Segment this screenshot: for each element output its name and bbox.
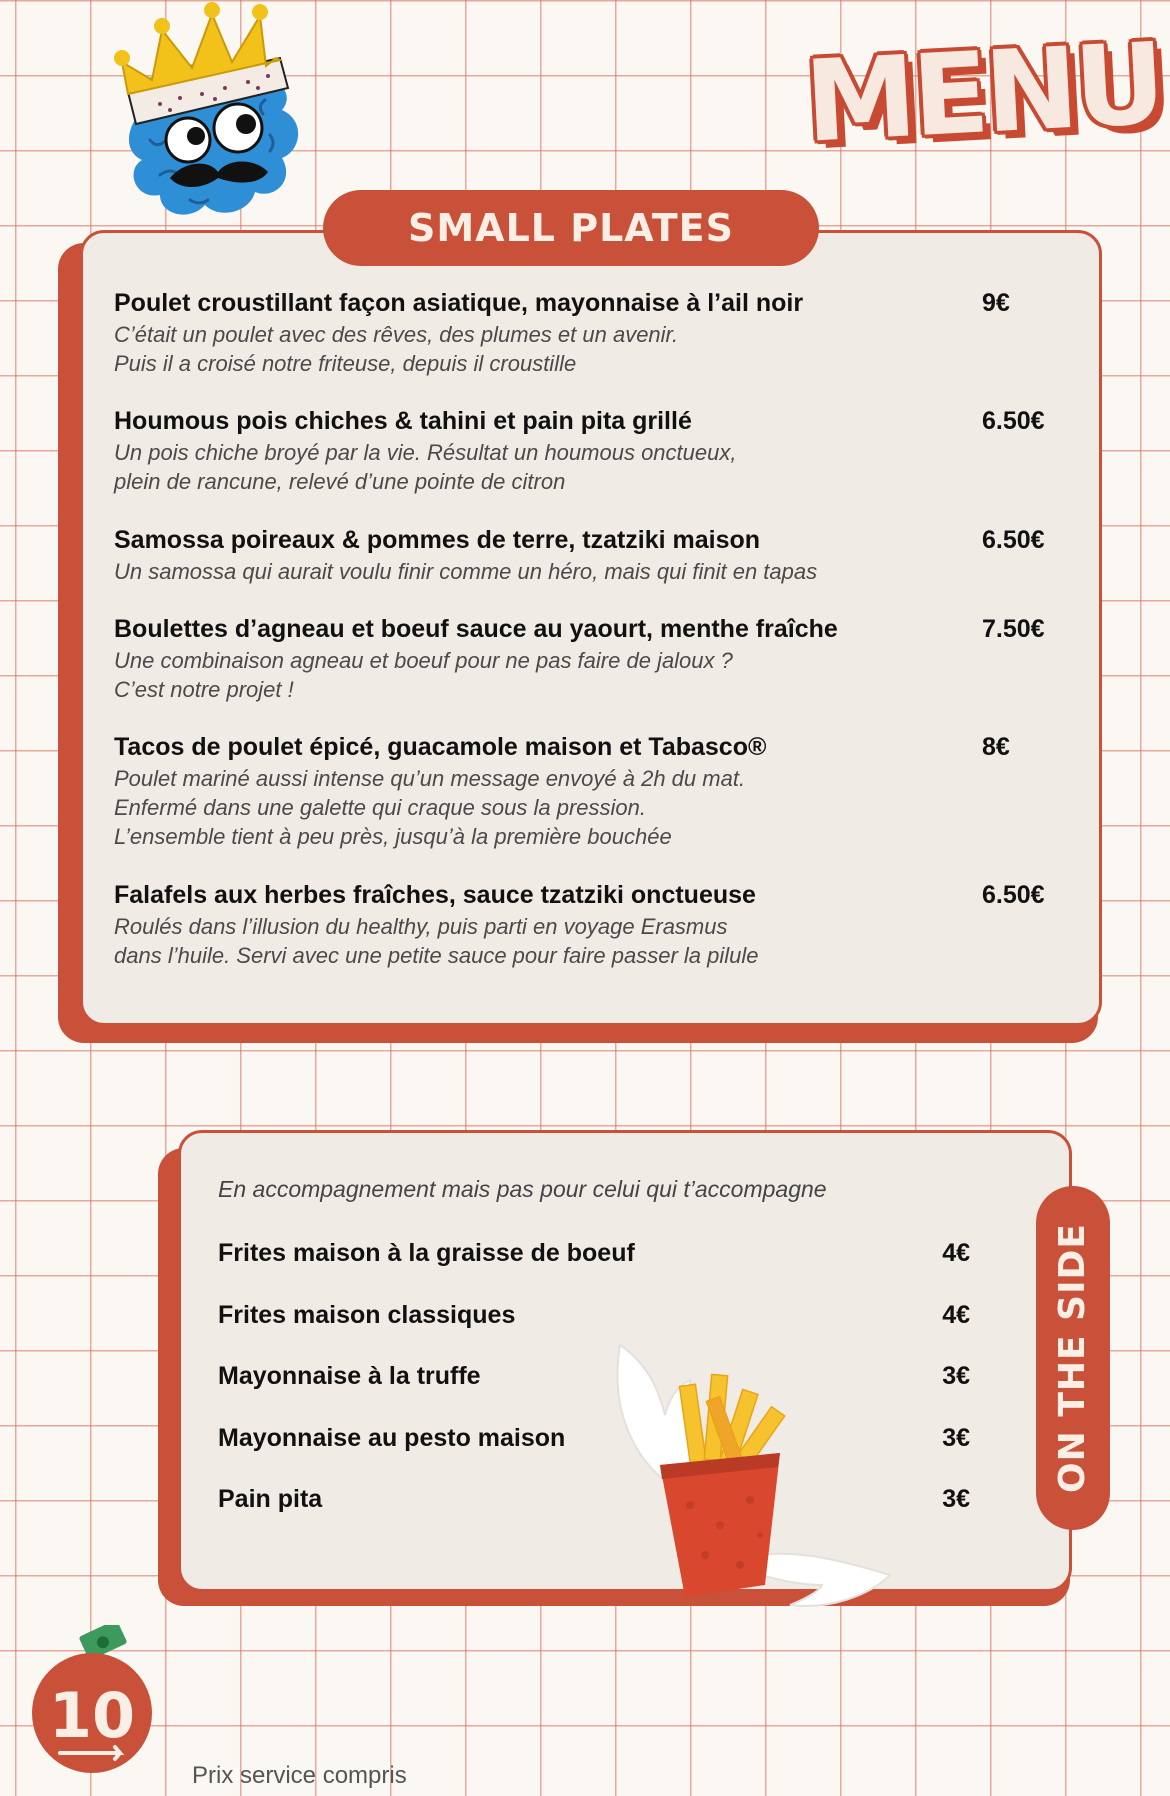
dish-price: 8€	[982, 733, 1010, 761]
dish-price: 6.50€	[982, 407, 1045, 435]
ten-euro-badge-icon	[20, 1625, 170, 1775]
side-item	[218, 1299, 970, 1331]
side-item-price: 3€	[942, 1424, 970, 1452]
dish-price: 6.50€	[982, 881, 1045, 909]
on-the-side-heading	[1036, 1186, 1110, 1530]
dish-item	[114, 405, 1074, 496]
footer-note: Prix service compris	[192, 1762, 407, 1789]
side-item-name: Mayonnaise à la truffe	[218, 1362, 481, 1390]
dish-description: C’était un poulet avec des rêves, des plumes et un avenir. Puis il a croisé notre friteuse, depuis il croustille	[114, 322, 679, 376]
dish-description: Un pois chiche broyé par la vie. Résultat un houmous onctueux, plein de rancune, relevé d’une pointe de citron	[114, 440, 737, 494]
side-item-name: Frites maison à la graisse de boeuf	[218, 1239, 635, 1267]
dish-description: Poulet mariné aussi intense qu’un message envoyé à 2h du mat. Enfermé dans une galette qui craque sous la pression. L’ensemble tient à peu près, jusqu’à la première bouchée	[114, 766, 746, 849]
side-item-name: Pain pita	[218, 1485, 323, 1513]
dish-description: Roulés dans l’illusion du healthy, puis parti en voyage Erasmus dans l’huile. Servi avec une petite sauce pour faire passer la pilule	[114, 914, 759, 968]
dish-item	[114, 524, 1074, 586]
dish-item	[114, 879, 1074, 970]
dish-price: 6.50€	[982, 526, 1045, 554]
dish-name: Houmous pois chiches & tahini et pain pita grillé	[114, 407, 692, 435]
dish-name: Poulet croustillant façon asiatique, mayonnaise à l’ail noir	[114, 289, 804, 317]
side-item-name: Frites maison classiques	[218, 1301, 516, 1329]
menu-title: MENU	[801, 19, 1165, 168]
mascot-crown-illustration	[90, 0, 360, 235]
dish-name: Boulettes d’agneau et boeuf sauce au yaourt, menthe fraîche	[114, 615, 838, 643]
dish-price: 7.50€	[982, 615, 1045, 643]
dish-price: 9€	[982, 289, 1010, 317]
side-item-price: 4€	[942, 1239, 970, 1267]
dish-description: Une combinaison agneau et boeuf pour ne pas faire de jaloux ? C’est notre projet !	[114, 648, 733, 702]
dish-name: Falafels aux herbes fraîches, sauce tzatziki onctueuse	[114, 881, 756, 909]
badge-number: 10	[48, 1679, 136, 1752]
side-item	[218, 1237, 970, 1269]
dish-item	[114, 613, 1074, 704]
side-intro: En accompagnement mais pas pour celui qui t’accompagne	[218, 1176, 827, 1202]
side-item-price: 4€	[942, 1301, 970, 1329]
on-the-side-label: ON THE SIDE	[1052, 1223, 1093, 1493]
side-item-price: 3€	[942, 1362, 970, 1390]
side-item-name: Mayonnaise au pesto maison	[218, 1424, 566, 1452]
winged-fries-illustration	[590, 1335, 920, 1615]
dish-description: Un samossa qui aurait voulu finir comme un héro, mais qui finit en tapas	[114, 559, 818, 584]
dish-name: Tacos de poulet épicé, guacamole maison et Tabasco®	[114, 733, 767, 761]
dish-item	[114, 731, 1074, 851]
small-plates-heading: SMALL PLATES	[323, 190, 819, 266]
side-item-price: 3€	[942, 1485, 970, 1513]
dish-item	[114, 287, 1074, 378]
dish-name: Samossa poireaux & pommes de terre, tzatziki maison	[114, 526, 761, 554]
